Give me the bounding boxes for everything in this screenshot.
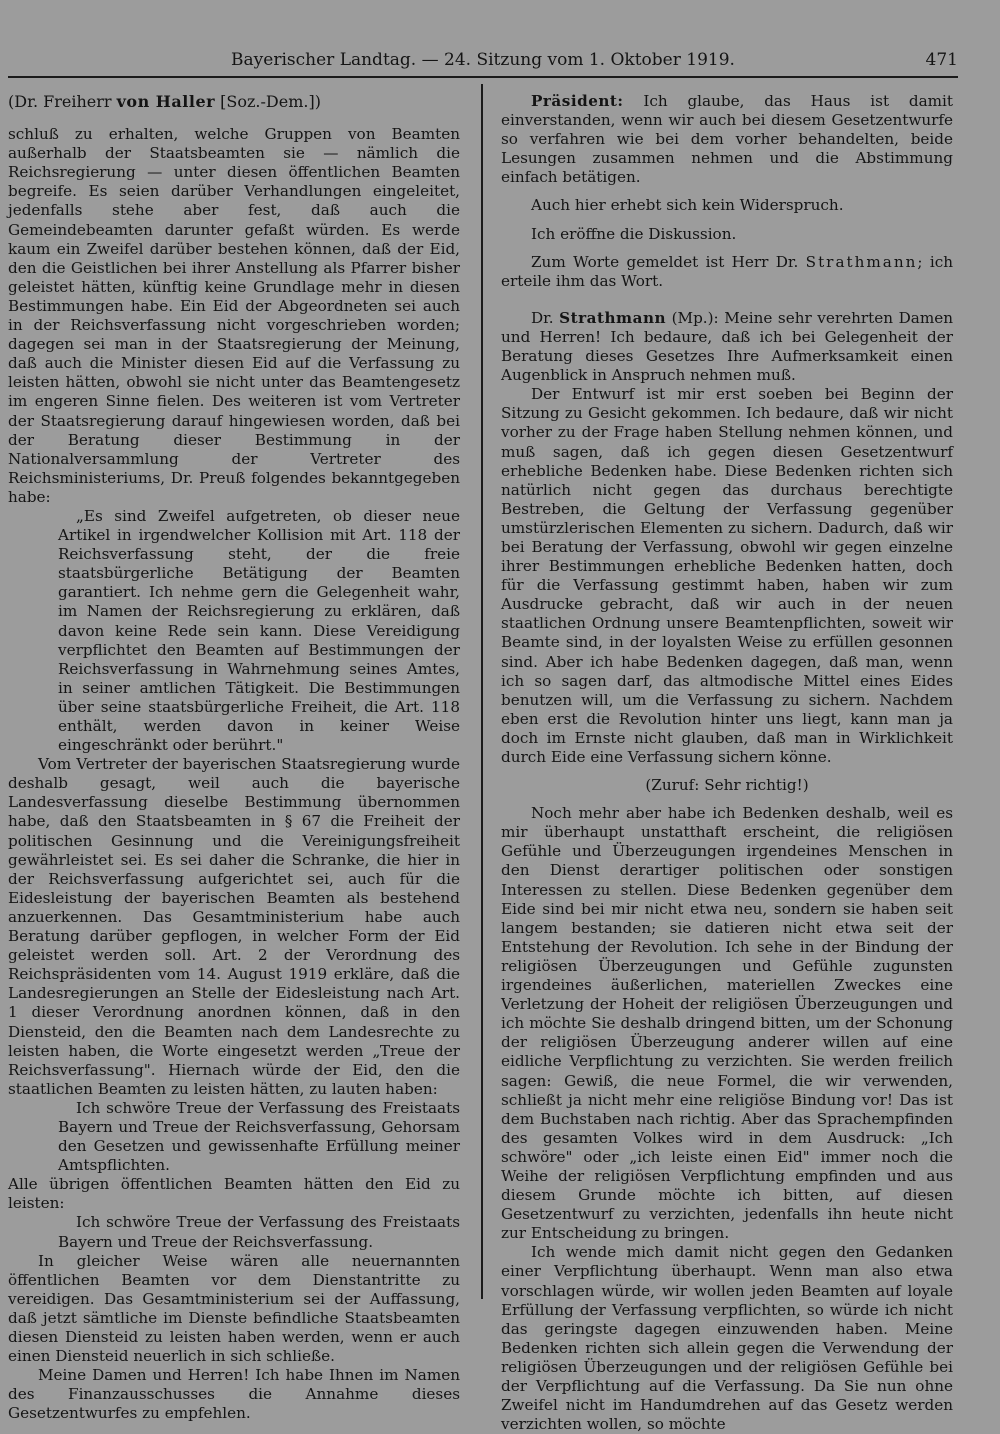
text: Zum Worte gemeldet ist Herr Dr. [531, 252, 806, 271]
header-rule [8, 76, 958, 78]
paragraph: Meine Damen und Herren! Ich habe Ihnen im Namen des Finanzausschusses die Annahme dieses Gesetzentwurfes zu empfehlen. [8, 1366, 460, 1423]
statement-text: Meine sehr verehrten Damen und Herren! Ich bedaure, daß ich bei Gelegenheit der Beratung dieses Gesetzes Ihre Aufmerksamkeit einen Augenblick in Anspruch nehmen muß. [501, 308, 953, 385]
speaker-statement [501, 309, 953, 385]
column-divider [481, 84, 483, 1299]
interjection: (Zuruf: Sehr richtig!) [645, 776, 809, 795]
paragraph: Ich eröffne die Diskussion. [531, 224, 737, 243]
running-title: Bayerischer Landtag. — 24. Sitzung vom 1. Oktober 1919. [231, 50, 735, 70]
paragraph: Ich wende mich damit nicht gegen den Gedanken einer Verpflichtung überhaupt. Wenn man also etwa vorschlagen würde, wir wollen jeden Beamten auf loyale Erfüllung der Verfassung verpflichten, so würde ich nicht das geringste dagegen einzuwenden haben. Meine Bedenken richten sich allein gegen die Verwendung der religiösen Überzeugungen und der religiösen Gefühle bei der Verpflichtung auf die Verfassung. Da Sie nun ohne Zweifel nicht im Handumdrehen auf das Gesetz werden verzichten wollen, so möchte [501, 1243, 953, 1434]
paragraph: Alle übrigen öffentlichen Beamten hätten den Eid zu leisten: [8, 1175, 460, 1213]
statement-text: Ich glaube, das Haus ist damit einverstanden, wenn wir auch bei diesem Gesetzentwurfe so verfahren wie bei dem vorher behandelten, beide Lesungen zusammen nehmen und die Abstimmung einfach betätigen. [501, 92, 953, 187]
paragraph: Noch mehr aber habe ich Bedenken deshalb, weil es mir überhaupt unstatthaft erscheint, die religiösen Gefühle und Überzeugungen irgendeines Menschen in den Dienst derartiger politischen oder sonstigen Interessen zu stellen. Diese Bedenken gegenüber dem Eide sind bei mir nicht etwa neu, sondern sie haben seit langem bestanden; sie datieren nicht etwa seit der Entstehung der Revolution. Ich sehe in der Bindung der religiösen Überzeugungen und Gefühle zugunsten irgendeines äußerlichen, materiellen Zweckes eine Verletzung der Hoheit der religiösen Überzeugungen und ich möchte Sie deshalb dringend bitten, um der Schonung der religiösen Überzeugung anderer willen auf eine eidliche Verpflichtung zu verzichten. Sie werden freilich sagen: Gewiß, die neue Formel, die wir verwenden, schließt ja nicht mehr eine religiöse Bindung vor! Das ist dem Buchstaben nach richtig. Aber das Sprachempfinden des gesamten Volkes wird in dem Ausdruck: „Ich schwöre" oder „ich leiste einen Eid" immer noch die Weihe der religiösen Verpflichtung empfinden und aus diesem Grunde möchte ich bitten, auf diesen Gesetzentwurf zu verzichten, jedenfalls ihn heute nicht zur Entscheidung zu bringen. [501, 804, 953, 1243]
speaker-name: Strathmann [559, 308, 667, 327]
oath-text: Ich schwöre Treue der Verfassung des Freistaats Bayern und Treue der Reichsverfassung, Gehorsam den Gesetzen und gewissenhafte Erfüllung meiner Amtspflichten. [58, 1098, 460, 1175]
speaker-party: [Soz.-Dem.]) [215, 92, 321, 111]
page-number: 471 [925, 50, 958, 70]
paragraph [501, 253, 953, 291]
text: ; ich erteile ihm das Wort. [501, 252, 953, 290]
right-column [501, 92, 953, 1434]
paragraph: Vom Vertreter der bayerischen Staatsregierung wurde deshalb gesagt, weil auch die bayerische Landesverfassung dieselbe Bestimmung übernommen habe, daß den Staatsbeamten in § 67 die Freiheit der politischen Gesinnung und die Vereinigungsfreiheit gewährleistet sei. Es sei daher die Schranke, die hier in der Reichsverfassung aufgerichtet sei, auch für die Eidesleistung der bayerischen Beamten als bestehend anzuerkennen. Das Gesamtministerium habe auch Beratung darüber gepflogen, in welcher Form der Eid geleistet werden soll. Art. 2 der Verordnung des Reichspräsidenten vom 14. August 1919 erkläre, daß die Landesregierungen an Stelle der Eidesleistung nach Art. 1 dieser Verordnung anordnen können, daß in den Diensteid, den die Beamten nach dem Landesrechte zu leisten haben, die Worte eingesetzt werden „Treue der Reichsverfassung". Hiernach würde der Eid, den die staatlichen Beamten zu leisten hätten, zu lauten haben: [8, 755, 460, 1098]
paragraph: schluß zu erhalten, welche Gruppen von Beamten außerhalb der Staatsbeamten sie — nämlich die Reichsregierung — unter diesen öffentlichen Beamten begreife. Es seien darüber Verhandlungen eingeleitet, jedenfalls stehe aber fest, daß auch die Gemeindebeamten darunter gefaßt würden. Es werde kaum ein Zweifel darüber bestehen können, daß der Eid, den die Geistlichen bei ihrer Anstellung als Pfarrer bisher geleistet hätten, künftig keine Grundlage mehr in diesen Bestimmungen habe. Ein Eid der Abgeordneten sei auch in der Reichsverfassung nicht vorgeschrieben worden; dagegen sei man in der Staatsregierung der Meinung, daß auch die Minister diesen Eid auf die Verfassung zu leisten hätten, obwohl sie nicht unter das Beamtengesetz im engeren Sinne fielen. Des weiteren ist vom Vertreter der Staatsregierung darauf hingewiesen worden, daß bei der Beratung dieser Bestimmung in der Nationalversammlung der Vertreter des Reichsministeriums, Dr. Preuß folgendes bekanntgegeben habe: [8, 125, 460, 506]
president-label: Präsident: [531, 92, 624, 110]
speaker-continuation [8, 92, 460, 111]
speaker-party: (Mp.): [666, 308, 719, 327]
left-column [8, 92, 460, 1423]
speaker-ref: Strathmann [805, 252, 918, 271]
page-header [8, 50, 958, 74]
speaker-prefix: Dr. [531, 308, 560, 327]
paragraph: In gleicher Weise wären alle neuernannten öffentlichen Beamten vor dem Dienstantritte zu vereidigen. Das Gesamtministerium sei der Auffassung, daß jetzt sämtliche im Dienste befindliche Staatsbeamten diesen Diensteid zu leisten haben werden, wenn er auch einen Diensteid neuerlich in sich schließe. [8, 1251, 460, 1366]
president-statement [501, 92, 953, 187]
quotation: „Es sind Zweifel aufgetreten, ob dieser neue Artikel in irgendwelcher Kollision mit Art. 118 der Reichsverfassung steht, der die freie staatsbürgerliche Betätigung der Beamten garantiert. Ich nehme gern die Gelegenheit wahr, im Namen der Reichsregierung zu erklären, daß davon keine Rede sein kann. Diese Vereidigung verpflichtet den Beamten auf Bestimmungen der Reichsverfassung in Wahrnehmung seines Amtes, in seiner amtlichen Tätigkeit. Die Bestimmungen über seine staatsbürgerliche Freiheit, die Art. 118 enthält, werden davon in keiner Weise eingeschränkt oder berührt." [58, 506, 460, 755]
paragraph: Auch hier erhebt sich kein Widerspruch. [531, 196, 844, 215]
speaker-name: von Haller [116, 92, 216, 111]
paragraph: Der Entwurf ist mir erst soeben bei Beginn der Sitzung zu Gesicht gekommen. Ich bedaure, daß wir nicht vorher zu der Frage haben Stellung nehmen können, und muß sagen, daß ich gegen diesen Gesetzentwurf erhebliche Bedenken habe. Diese Bedenken richten sich natürlich nicht gegen das durchaus berechtigte Bestreben, die Geltung der Verfassung gegenüber umstürzlerischen Elementen zu sichern. Dadurch, daß wir bei Beratung der Verfassung, obwohl wir gegen einzelne ihrer Bestimmungen erhebliche Bedenken hatten, doch für die Verfassung gestimmt haben, haben wir zum Ausdrucke gebracht, daß wir auch in der neuen staatlichen Ordnung unsere Beamtenpflichten, soweit wir Beamte sind, in der loyalsten Weise zu erfüllen gesonnen sind. Aber ich habe Bedenken dagegen, daß man, wenn ich so sagen darf, das altmodische Mittel eines Eides benutzen will, um die Verfassung zu sichern. Nachdem eben erst die Revolution hinter uns liegt, kann man ja doch im Ernste nicht glauben, daß man in Wirklichkeit durch Eide eine Verfassung sichern könne. [501, 385, 953, 766]
speaker-prefix: (Dr. Freiherr [8, 92, 117, 111]
oath-text: Ich schwöre Treue der Verfassung des Freistaats Bayern und Treue der Reichsverfassung. [58, 1213, 460, 1251]
